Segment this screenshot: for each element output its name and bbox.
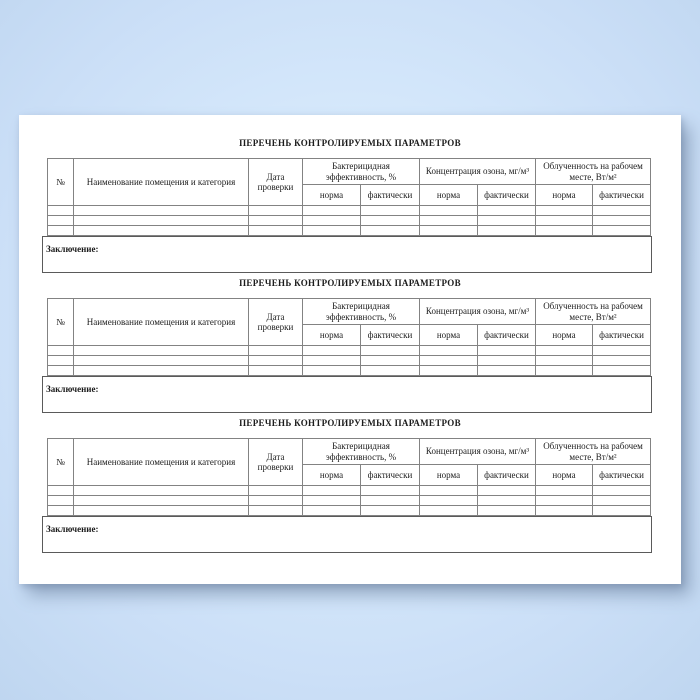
table-cell	[48, 346, 74, 356]
table-cell	[420, 506, 478, 516]
table-cell	[48, 496, 74, 506]
table-cell	[593, 226, 651, 236]
table-cell	[361, 486, 420, 496]
header-check-date: Дата проверки	[249, 299, 303, 346]
table-row	[48, 496, 651, 506]
table-cell	[74, 346, 249, 356]
table-row	[48, 226, 651, 236]
header-number: №	[48, 439, 74, 486]
table-cell	[303, 356, 361, 366]
section-2	[19, 277, 681, 417]
table-cell	[303, 226, 361, 236]
header-norm: норма	[420, 325, 478, 346]
table-cell	[593, 486, 651, 496]
table-cell	[74, 216, 249, 226]
table-row	[48, 486, 651, 496]
table-cell	[249, 356, 303, 366]
table-cell	[303, 496, 361, 506]
header-group-bactericidal: Бактерицидная эффективность, %	[303, 299, 420, 325]
table-cell	[303, 346, 361, 356]
header-room-name: Наименование помещения и категория	[74, 439, 249, 486]
table-cell	[478, 226, 536, 236]
table-cell	[420, 206, 478, 216]
table-cell	[536, 216, 593, 226]
table-cell	[48, 486, 74, 496]
header-norm: норма	[420, 185, 478, 206]
header-check-date: Дата проверки	[249, 159, 303, 206]
section-title: ПЕРЕЧЕНЬ КОНТРОЛИРУЕМЫХ ПАРАМЕТРОВ	[239, 418, 461, 428]
table-cell	[536, 346, 593, 356]
conclusion-label: Заключение:	[46, 384, 99, 394]
header-norm: норма	[536, 185, 593, 206]
document-page	[19, 115, 681, 584]
header-norm: норма	[303, 185, 361, 206]
table-cell	[249, 506, 303, 516]
header-actual: фактически	[593, 465, 651, 486]
table-cell	[536, 226, 593, 236]
parameters-table	[47, 298, 651, 376]
table-row	[48, 206, 651, 216]
header-number: №	[48, 159, 74, 206]
conclusion-label: Заключение:	[46, 524, 99, 534]
header-actual: фактически	[593, 185, 651, 206]
table-cell	[74, 506, 249, 516]
table-cell	[536, 486, 593, 496]
header-group-bactericidal: Бактерицидная эффективность, %	[303, 159, 420, 185]
header-norm: норма	[536, 325, 593, 346]
header-actual: фактически	[361, 465, 420, 486]
table-cell	[361, 346, 420, 356]
table-cell	[303, 206, 361, 216]
table-cell	[303, 506, 361, 516]
table-cell	[593, 506, 651, 516]
header-group-irradiance: Облученность на рабочем месте, Вт/м²	[536, 439, 651, 465]
header-number: №	[48, 299, 74, 346]
table-row	[48, 506, 651, 516]
table-cell	[249, 226, 303, 236]
table-cell	[593, 216, 651, 226]
table-cell	[420, 226, 478, 236]
table-cell	[74, 366, 249, 376]
table-cell	[303, 366, 361, 376]
header-group-irradiance: Облученность на рабочем месте, Вт/м²	[536, 159, 651, 185]
table-cell	[478, 506, 536, 516]
table-cell	[478, 496, 536, 506]
table-cell	[48, 356, 74, 366]
table-cell	[74, 356, 249, 366]
table-row	[48, 216, 651, 226]
table-row	[48, 356, 651, 366]
header-group-ozone: Концентрация озона, мг/м³	[420, 159, 536, 185]
section-title: ПЕРЕЧЕНЬ КОНТРОЛИРУЕМЫХ ПАРАМЕТРОВ	[239, 278, 461, 288]
table-cell	[536, 206, 593, 216]
table-cell	[74, 226, 249, 236]
table-cell	[48, 216, 74, 226]
header-group-bactericidal: Бактерицидная эффективность, %	[303, 439, 420, 465]
header-group-irradiance: Облученность на рабочем месте, Вт/м²	[536, 299, 651, 325]
table-cell	[249, 486, 303, 496]
table-cell	[48, 506, 74, 516]
header-norm: норма	[420, 465, 478, 486]
table-cell	[536, 506, 593, 516]
header-norm: норма	[303, 465, 361, 486]
header-check-date: Дата проверки	[249, 439, 303, 486]
table-cell	[361, 216, 420, 226]
header-actual: фактически	[478, 465, 536, 486]
table-cell	[361, 506, 420, 516]
table-cell	[420, 366, 478, 376]
table-cell	[420, 346, 478, 356]
table-cell	[420, 216, 478, 226]
table-cell	[478, 216, 536, 226]
table-cell	[303, 486, 361, 496]
header-room-name: Наименование помещения и категория	[74, 299, 249, 346]
section-1	[19, 137, 681, 277]
header-group-ozone: Концентрация озона, мг/м³	[420, 439, 536, 465]
table-row	[48, 366, 651, 376]
conclusion-label: Заключение:	[46, 244, 99, 254]
header-norm: норма	[536, 465, 593, 486]
conclusion-box	[42, 236, 652, 273]
table-cell	[249, 496, 303, 506]
table-cell	[361, 226, 420, 236]
table-cell	[249, 366, 303, 376]
table-cell	[361, 206, 420, 216]
table-cell	[74, 206, 249, 216]
table-cell	[420, 486, 478, 496]
header-actual: фактически	[478, 185, 536, 206]
section-title: ПЕРЕЧЕНЬ КОНТРОЛИРУЕМЫХ ПАРАМЕТРОВ	[239, 138, 461, 148]
table-cell	[478, 366, 536, 376]
table-cell	[536, 496, 593, 506]
header-group-ozone: Концентрация озона, мг/м³	[420, 299, 536, 325]
table-cell	[249, 216, 303, 226]
table-cell	[361, 496, 420, 506]
table-cell	[48, 206, 74, 216]
table-cell	[420, 496, 478, 506]
table-cell	[593, 346, 651, 356]
table-cell	[48, 366, 74, 376]
table-cell	[361, 356, 420, 366]
table-cell	[536, 356, 593, 366]
table-cell	[74, 486, 249, 496]
table-cell	[478, 486, 536, 496]
header-actual: фактически	[593, 325, 651, 346]
table-cell	[74, 496, 249, 506]
table-cell	[361, 366, 420, 376]
header-actual: фактически	[478, 325, 536, 346]
table-cell	[478, 206, 536, 216]
conclusion-box	[42, 376, 652, 413]
table-cell	[249, 346, 303, 356]
section-3	[19, 417, 681, 557]
table-cell	[593, 206, 651, 216]
parameters-table	[47, 158, 651, 236]
table-cell	[478, 346, 536, 356]
header-actual: фактически	[361, 185, 420, 206]
table-cell	[303, 216, 361, 226]
table-cell	[593, 496, 651, 506]
table-cell	[593, 366, 651, 376]
header-room-name: Наименование помещения и категория	[74, 159, 249, 206]
conclusion-box	[42, 516, 652, 553]
table-cell	[420, 356, 478, 366]
table-cell	[48, 226, 74, 236]
table-cell	[536, 366, 593, 376]
header-actual: фактически	[361, 325, 420, 346]
table-cell	[249, 206, 303, 216]
header-norm: норма	[303, 325, 361, 346]
table-cell	[593, 356, 651, 366]
parameters-table	[47, 438, 651, 516]
table-row	[48, 346, 651, 356]
table-cell	[478, 356, 536, 366]
